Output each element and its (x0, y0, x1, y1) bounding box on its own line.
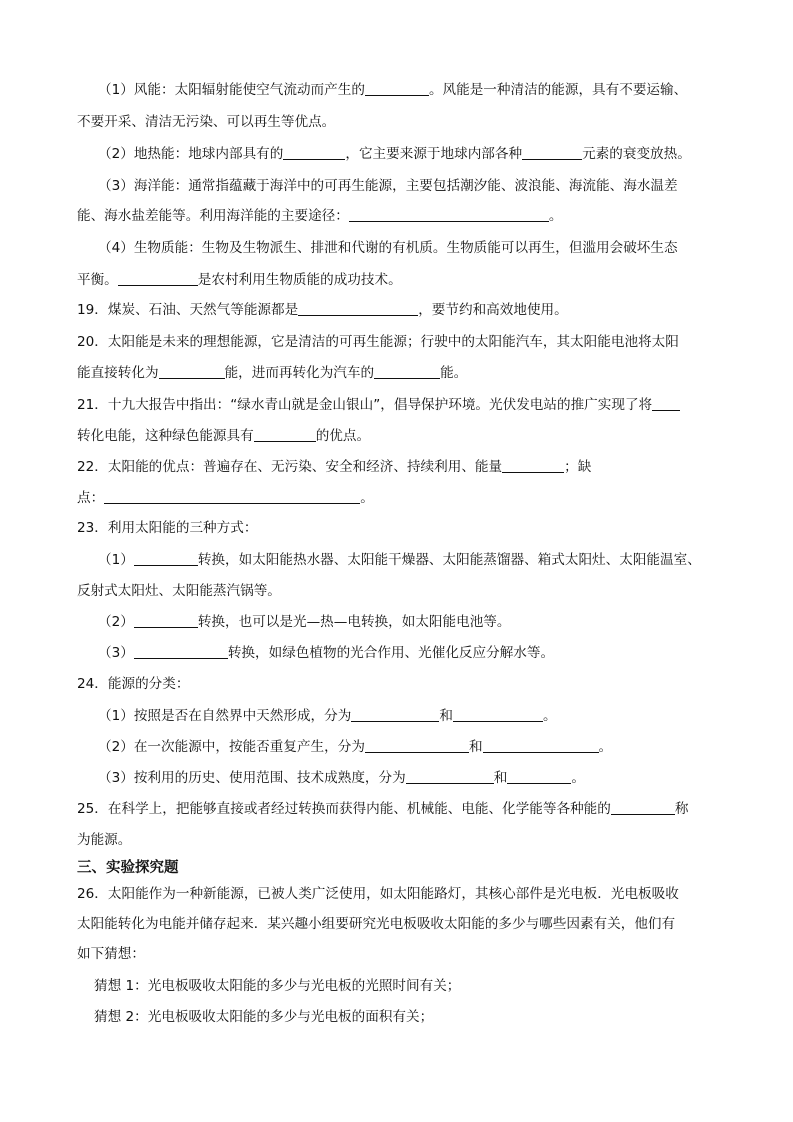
text-line: 反射式太阳灶、太阳能蒸汽锅等。 (77, 583, 281, 599)
q18-biomass-energy: （4）生物质能：生物及生物派生、排泄和代谢的有机质。生物质能可以再生，但滥用会破坏生态 (98, 240, 678, 256)
text-line: （2） 转换，也可以是光—热—电转换，如太阳能电池等。 (98, 614, 511, 630)
answer-blank[interactable] (298, 300, 418, 316)
answer-blank[interactable] (159, 363, 225, 379)
answer-blank[interactable] (134, 550, 198, 566)
text-line: 如下猜想： (77, 946, 145, 962)
q18-geothermal-energy: （2）地热能：地球内部具有的 ，它主要来源于地球内部各种 元素的衰变放热。 (98, 146, 691, 162)
answer-blank[interactable] (254, 426, 316, 442)
answer-blank[interactable] (611, 799, 675, 815)
answer-blank[interactable] (406, 768, 494, 784)
text-line: 不要开采、清洁无污染、可以再生等优点。 (77, 114, 336, 130)
answer-blank[interactable] (365, 80, 429, 96)
answer-blank[interactable] (118, 270, 198, 286)
answer-blank[interactable] (652, 395, 680, 411)
answer-blank[interactable] (507, 768, 571, 784)
question-25: 25．在科学上，把能够直接或者经过转换而获得内能、机械能、电能、化学能等各种能的 称 (77, 801, 689, 817)
question-20: 20．太阳能是未来的理想能源，它是清洁的可再生能源；行驶中的太阳能汽车，其太阳能电池将太阳 (77, 334, 679, 350)
question-22: 22．太阳能的优点：普遍存在、无污染、安全和经济、持续利用、能量 ；缺 (77, 459, 592, 475)
q18-ocean-energy: （3）海洋能：通常指蕴藏于海洋中的可再生能源，主要包括潮汐能、波浪能、海流能、海水温差 (98, 178, 678, 194)
hypothesis-2: 猜想 2：光电板吸收太阳能的多少与光电板的面积有关； (94, 1009, 434, 1025)
answer-blank[interactable] (134, 612, 198, 628)
text-line: 能直接转化为 能，进而再转化为汽车的 能。 (77, 365, 468, 381)
answer-blank[interactable] (104, 488, 360, 504)
answer-blank[interactable] (283, 144, 345, 160)
question-23: 23．利用太阳能的三种方式： (77, 520, 258, 536)
answer-blank[interactable] (351, 706, 439, 722)
text-line: 能、海水盐差能等。利用海洋能的主要途径： 。 (77, 208, 563, 224)
text-line: （1） 转换，如太阳能热水器、太阳能干燥器、太阳能蒸馏器、箱式太阳灶、太阳能温室、 (98, 552, 701, 568)
answer-blank[interactable] (453, 706, 543, 722)
q18-wind-energy: （1）风能：太阳辐射能使空气流动而产生的 。风能是一种清洁的能源，具有不要运输、 (98, 82, 688, 98)
answer-blank[interactable] (365, 737, 469, 753)
text-line: （2）在一次能源中，按能否重复产生，分为 和 。 (98, 739, 613, 755)
answer-blank[interactable] (502, 457, 564, 473)
text-line: 为能源。 (77, 832, 132, 848)
section-heading: 三、实验探究题 (77, 860, 179, 876)
text-line: 平衡。 是农村利用生物质能的成功技术。 (77, 272, 402, 288)
text-line: 太阳能转化为电能并储存起来．某兴趣小组要研究光电板吸收太阳能的多少与哪些因素有关，他们有 (77, 916, 676, 932)
answer-blank[interactable] (349, 206, 549, 222)
text-line: 转化电能，这种绿色能源具有 的优点。 (77, 428, 371, 444)
hypothesis-1: 猜想 1：光电板吸收太阳能的多少与光电板的光照时间有关； (94, 978, 461, 994)
answer-blank[interactable] (522, 144, 582, 160)
text-line: （1）按照是否在自然界中天然形成，分为 和 。 (98, 708, 557, 724)
text-line: （3）按利用的历史、使用范围、技术成熟度，分为 和 。 (98, 770, 585, 786)
question-19: 19．煤炭、石油、天然气等能源都是 ，要节约和高效地使用。 (77, 302, 568, 318)
text-line: 点： 。 (77, 490, 374, 506)
answer-blank[interactable] (374, 363, 440, 379)
question-21: 21．十九大报告中指出：“绿水青山就是金山银山”，倡导保护环境。光伏发电站的推广实现了将 (77, 395, 680, 415)
question-24: 24．能源的分类： (77, 676, 190, 692)
answer-blank[interactable] (483, 737, 599, 753)
text-line: （3） 转换，如绿色植物的光合作用、光催化反应分解水等。 (98, 645, 555, 661)
question-26: 26．太阳能作为一种新能源，已被人类广泛使用，如太阳能路灯，其核心部件是光电板．光电板吸收 (77, 886, 679, 902)
answer-blank[interactable] (134, 643, 228, 659)
